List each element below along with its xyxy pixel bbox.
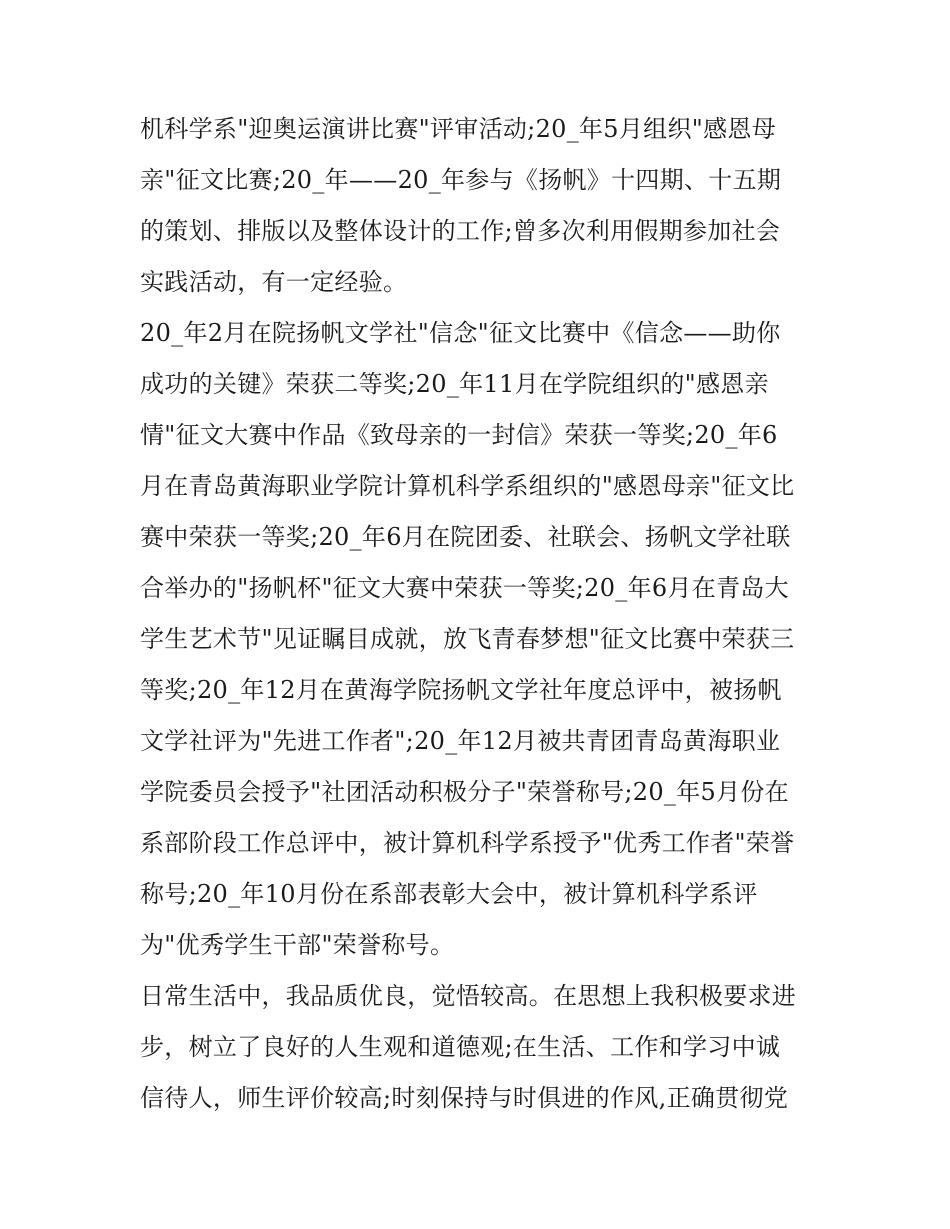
text-line: 文学社评为"先进工作者";20_年12月被共青团青岛黄海职业 bbox=[140, 727, 781, 755]
text-line: 称号;20_年10月份在系部表彰大会中，被计算机科学系评 bbox=[140, 880, 758, 908]
text-line: 系部阶段工作总评中，被计算机科学系授予"优秀工作者"荣誉 bbox=[140, 829, 795, 857]
text-line: 成功的关键》荣获二等奖;20_年11月在学院组织的"感恩亲 bbox=[140, 370, 769, 398]
text-line: 月在青岛黄海职业学院计算机科学系组织的"感恩母亲"征文比 bbox=[140, 472, 795, 500]
text-line: 信待人，师生评价较高;时刻保持与时俱进的作风,正确贯彻党 bbox=[140, 1084, 789, 1112]
text-line: 机科学系"迎奥运演讲比赛"评审活动;20_年5月组织"感恩母 bbox=[140, 115, 777, 143]
text-line: 合举办的"扬帆杯"征文大赛中荣获一等奖;20_年6月在青岛大 bbox=[140, 574, 789, 602]
text-line: 20_年2月在院扬帆文学社"信念"征文比赛中《信念——助你 bbox=[140, 319, 781, 347]
text-line: 的策划、排版以及整体设计的工作;曾多次利用假期参加社会 bbox=[140, 217, 781, 245]
text-line: 赛中荣获一等奖;20_年6月在院团委、社联会、扬帆文学社联 bbox=[140, 523, 791, 551]
text-line: 学生艺术节"见证瞩目成就，放飞青春梦想"征文比赛中荣获三 bbox=[140, 625, 795, 653]
text-line: 亲"征文比赛;20_年——20_年参与《扬帆》十四期、十五期 bbox=[140, 166, 782, 194]
text-line: 步，树立了良好的人生观和道德观;在生活、工作和学习中诚 bbox=[140, 1033, 781, 1061]
text-line: 学院委员会授予"社团活动积极分子"荣誉称号;20_年5月份在 bbox=[140, 778, 789, 806]
text-line: 为"优秀学生干部"荣誉称号。 bbox=[140, 931, 455, 959]
text-line: 实践活动，有一定经验。 bbox=[140, 268, 408, 296]
text-line: 等奖;20_年12月在黄海学院扬帆文学社年度总评中，被扬帆 bbox=[140, 676, 782, 704]
text-line: 日常生活中，我品质优良，觉悟较高。在思想上我积极要求进 bbox=[140, 982, 797, 1010]
text-line: 情"征文大赛中作品《致母亲的一封信》荣获一等奖;20_年6 bbox=[140, 421, 778, 449]
